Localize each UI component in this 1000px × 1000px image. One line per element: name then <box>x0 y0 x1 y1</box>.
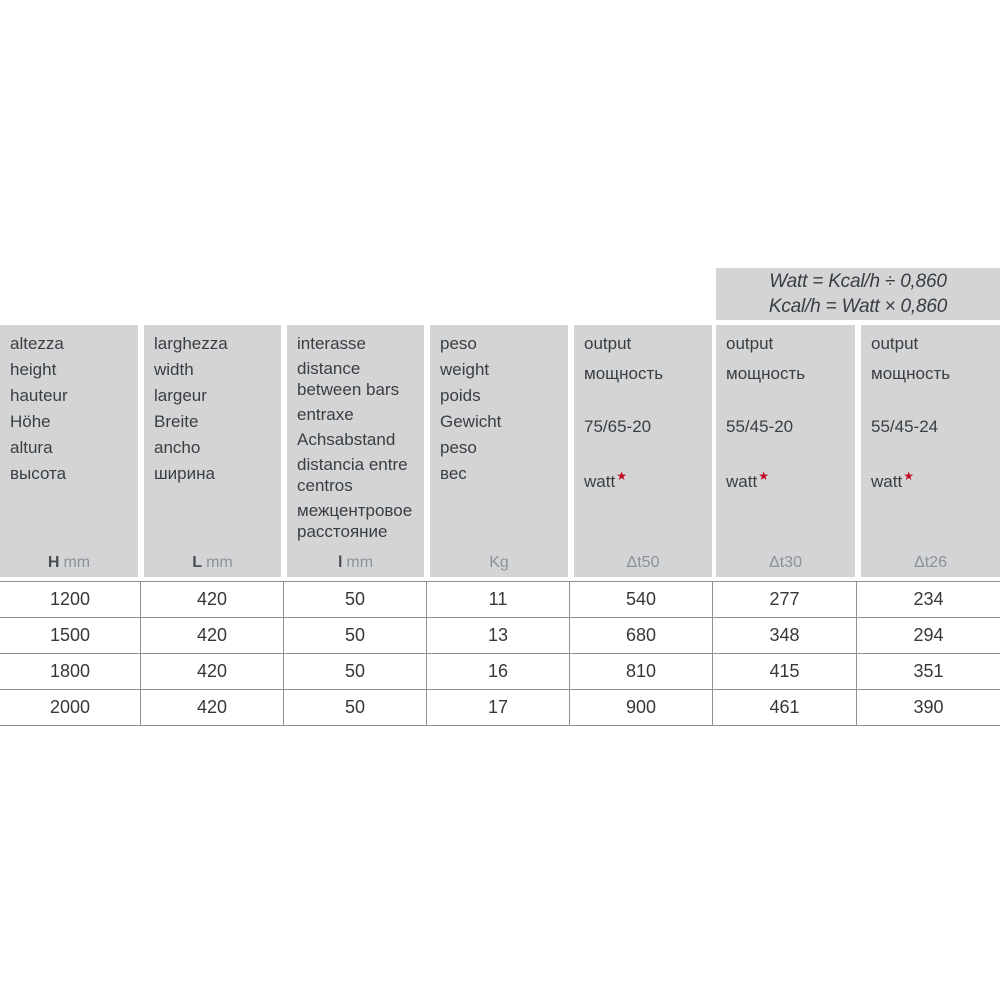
header-col-output-dt30 <box>716 325 855 577</box>
unit-text-mm: mm <box>206 554 233 571</box>
cell-output-dt26: 351 <box>913 661 944 681</box>
table-header <box>0 325 1000 577</box>
header-col-height <box>0 325 138 577</box>
label-output-ru: мощность <box>726 364 806 383</box>
label-width-de: Breite <box>154 412 199 431</box>
label-height-de: Höhe <box>10 412 51 431</box>
table-row-2000 <box>0 690 1000 726</box>
cell-output-dt30: 415 <box>713 654 857 689</box>
cell-height: 1800 <box>0 654 141 689</box>
watt-text: watt <box>871 472 903 491</box>
unit-dt30: Δt30 <box>769 554 802 571</box>
unit-letter-l: L <box>192 554 203 571</box>
label-width-fr: largeur <box>154 386 207 405</box>
label-weight-it: peso <box>440 334 477 353</box>
cell-output-dt30: 461 <box>713 690 857 725</box>
cell-weight: 13 <box>427 618 570 653</box>
cell-output-dt50: 810 <box>570 654 713 689</box>
conversion-formula-box <box>716 268 1000 320</box>
star-icon: ★ <box>616 469 627 483</box>
label-weight-fr: poids <box>440 386 481 405</box>
label-height-en: height <box>10 360 57 379</box>
cell-weight: 17 <box>427 690 570 725</box>
header-col-distance <box>287 325 424 577</box>
cell-height: 1200 <box>0 582 141 617</box>
unit-weight: Kg <box>489 554 509 571</box>
cell-distance: 50 <box>284 618 427 653</box>
cell-width: 420 <box>141 654 284 689</box>
label-distance-en-1: distance <box>297 359 361 378</box>
watt-text: watt <box>726 472 758 491</box>
label-distance-es-2: centros <box>297 476 353 495</box>
table-row-1800 <box>0 654 1000 690</box>
header-col-output-dt50 <box>574 325 712 577</box>
header-col-weight <box>430 325 568 577</box>
label-distance-de: Achsabstand <box>297 430 396 449</box>
cell-height: 2000 <box>0 690 141 725</box>
table-row-1200 <box>0 582 1000 618</box>
unit-letter-h: H <box>47 554 60 571</box>
unit-dt26: Δt26 <box>914 554 947 571</box>
unit-text-mm: mm <box>63 554 91 571</box>
watt-label <box>871 466 996 492</box>
data-table <box>0 581 1000 726</box>
label-weight-es: peso <box>440 438 477 457</box>
label-width-en: width <box>154 360 194 379</box>
label-output-ru: мощность <box>584 364 664 383</box>
table-row-1500 <box>0 618 1000 654</box>
unit-height <box>0 554 138 572</box>
watt-label <box>726 466 851 492</box>
label-height-it: altezza <box>10 334 64 353</box>
label-width-ru: ширина <box>154 464 215 483</box>
label-distance-ru-1: межцентровое <box>297 501 413 520</box>
cell-width: 420 <box>141 690 284 725</box>
cell-weight: 11 <box>427 582 570 617</box>
unit-text-mm: mm <box>346 554 374 571</box>
label-weight-ru: вес <box>440 464 467 483</box>
label-height-fr: hauteur <box>10 386 68 405</box>
label-output-en: output <box>584 334 632 353</box>
cell-output-dt26: 234 <box>913 589 944 609</box>
cell-output-dt50: 540 <box>570 582 713 617</box>
header-col-output-dt26 <box>861 325 1000 577</box>
cell-output-dt30: 348 <box>713 618 857 653</box>
watt-text: watt <box>584 472 616 491</box>
label-width-es: ancho <box>154 438 201 457</box>
cell-distance: 50 <box>284 690 427 725</box>
unit-width <box>144 554 281 572</box>
label-weight-de: Gewicht <box>440 412 502 431</box>
formula-line-watt: Watt = Kcal/h ÷ 0,860 <box>769 271 947 292</box>
formula-line-kcal: Kcal/h = Watt × 0,860 <box>768 296 948 317</box>
cell-distance: 50 <box>284 582 427 617</box>
output-rating-55-45-20: 55/45-20 <box>726 417 794 436</box>
cell-output-dt50: 900 <box>570 690 713 725</box>
header-col-width <box>144 325 281 577</box>
label-distance-it: interasse <box>297 334 366 353</box>
label-width-it: larghezza <box>154 334 228 353</box>
label-distance-ru-2: расстояние <box>297 522 388 541</box>
cell-width: 420 <box>141 582 284 617</box>
cell-output-dt30: 277 <box>713 582 857 617</box>
unit-letter-axis: l <box>337 554 343 571</box>
cell-output-dt26: 390 <box>913 697 944 717</box>
label-output-en: output <box>871 334 919 353</box>
unit-distance <box>287 554 424 572</box>
label-height-ru: высота <box>10 464 67 483</box>
cell-output-dt26: 294 <box>913 625 944 645</box>
cell-weight: 16 <box>427 654 570 689</box>
cell-width: 420 <box>141 618 284 653</box>
watt-label <box>584 466 708 492</box>
cell-height: 1500 <box>0 618 141 653</box>
star-icon: ★ <box>758 469 769 483</box>
output-rating-75-65-20: 75/65-20 <box>584 417 652 436</box>
cell-output-dt50: 680 <box>570 618 713 653</box>
label-distance-en-2: between bars <box>297 380 400 399</box>
unit-dt50: Δt50 <box>626 554 660 571</box>
star-icon: ★ <box>903 469 914 483</box>
output-rating-55-45-24: 55/45-24 <box>871 417 939 436</box>
label-output-en: output <box>726 334 774 353</box>
label-distance-fr: entraxe <box>297 405 354 424</box>
label-weight-en: weight <box>440 360 490 379</box>
label-distance-es-1: distancia entre <box>297 455 408 474</box>
label-height-es: altura <box>10 438 53 457</box>
cell-distance: 50 <box>284 654 427 689</box>
label-output-ru: мощность <box>871 364 951 383</box>
